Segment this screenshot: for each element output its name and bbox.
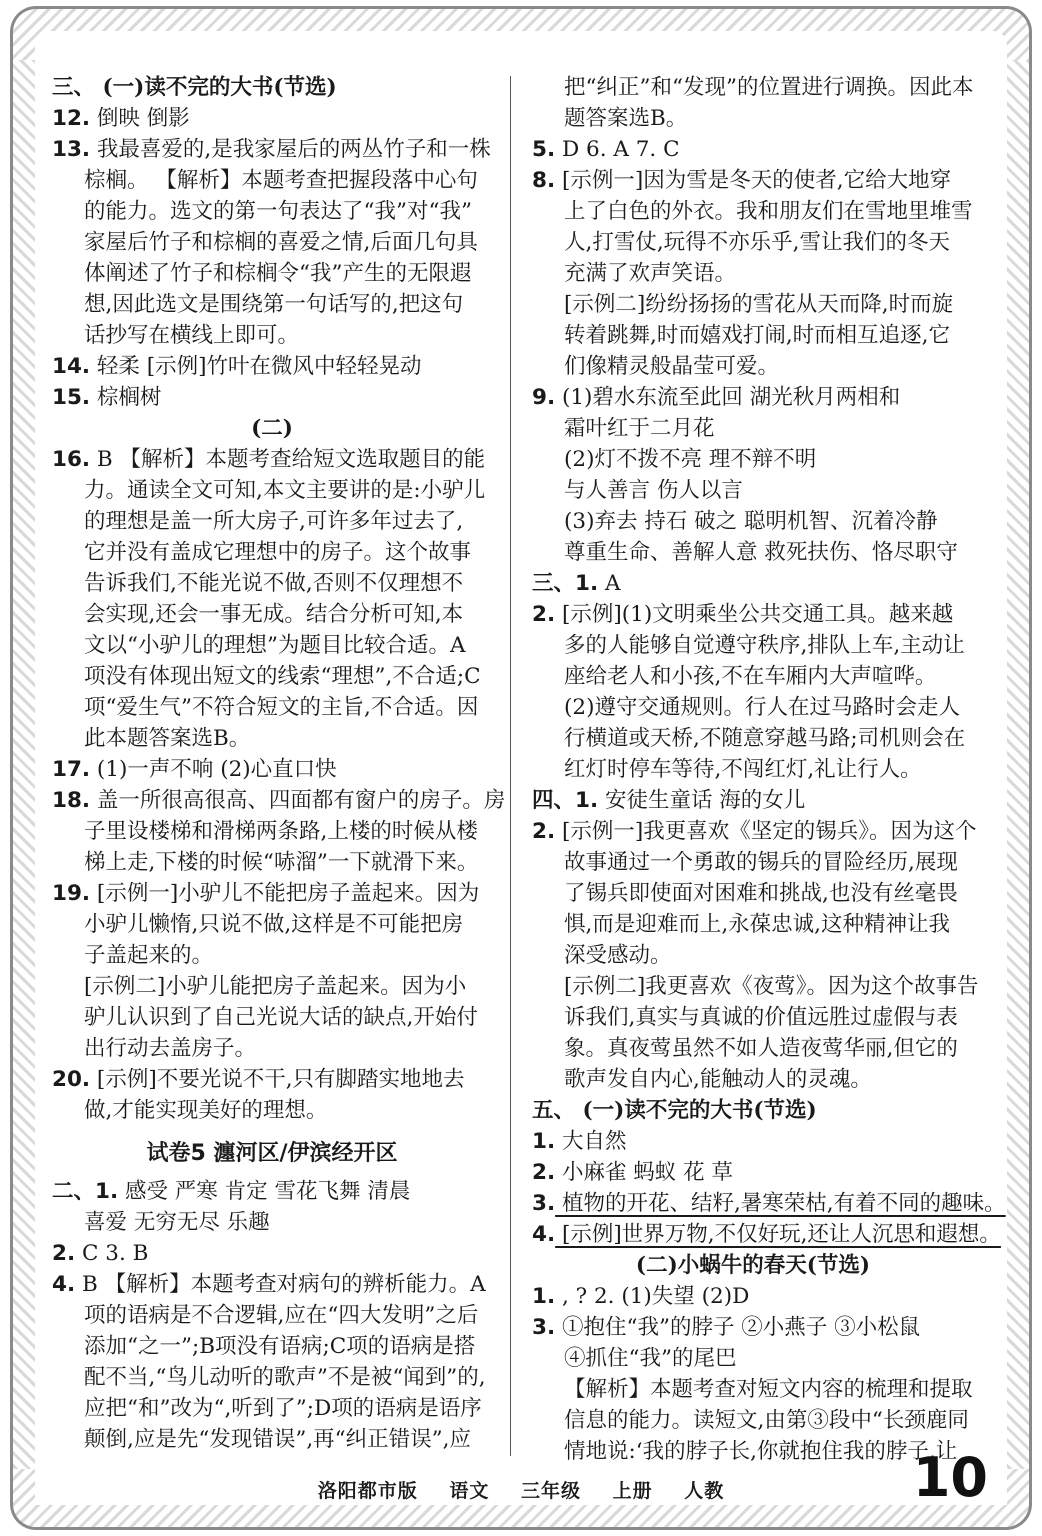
answer-line (52, 413, 492, 444)
question-number: 2. (532, 1160, 556, 1185)
exam-title: 试卷5 瀍河区/伊滨经开区 (146, 1141, 398, 1166)
watermark-logo (882, 1492, 972, 1526)
answer-line (532, 1002, 974, 1033)
answer-line (52, 909, 492, 940)
question-number: 8. (532, 168, 556, 193)
answer-line (532, 320, 974, 351)
answer-line (532, 289, 974, 320)
answer-line (52, 506, 492, 537)
answer-line (532, 940, 974, 971)
answer-line (52, 537, 492, 568)
answer-text: A (598, 571, 621, 596)
answer-text: (2)遵守交通规则。行人在过马路时会走人 (564, 695, 960, 720)
answer-line (52, 1331, 492, 1362)
footer-subject: 语文 (449, 1480, 490, 1502)
answer-text: 大自然 (555, 1129, 627, 1154)
footer-edition: 洛阳都市版 (317, 1480, 418, 1502)
answer-line (532, 1343, 974, 1374)
answer-text: 了锡兵即使面对困难和挑战,也没有丝毫畏 (564, 881, 958, 906)
answer-line (52, 351, 492, 382)
answer-text: 小麻雀 蚂蚁 花 草 (555, 1160, 733, 1185)
answer-text: [示例]世界万物,不仅好玩,还让人沉思和遐想。 (555, 1222, 1001, 1247)
answer-line (532, 816, 977, 847)
answer-line (532, 537, 974, 568)
answer-text: C 3. B (75, 1241, 149, 1266)
answer-line (532, 1188, 1006, 1219)
answer-text: 梯上走,下楼的时候“哧溜”一下就滑下来。 (84, 850, 479, 875)
answer-line (52, 1207, 492, 1238)
answer-text: [示例一]小驴儿不能把房子盖起来。因为 (90, 881, 480, 906)
answer-line (532, 630, 974, 661)
question-number: 18. (52, 788, 91, 813)
answer-text: [示例二]我更喜欢《夜莺》。因为这个故事告 (564, 974, 979, 999)
answer-line (532, 1374, 974, 1405)
question-number: 2. (532, 819, 556, 844)
answer-text: 的理想是盖一所大房子,可许多年过去了, (84, 509, 464, 534)
answer-line (52, 940, 492, 971)
answer-line (532, 1405, 974, 1436)
question-number: 2. (532, 602, 556, 627)
question-number: 9. (532, 385, 556, 410)
answer-text: (二) (251, 416, 293, 441)
answer-line (532, 351, 974, 382)
footer-grade: 三年级 (520, 1480, 581, 1502)
answer-line (52, 134, 492, 165)
answer-text: 感受 严寒 肯定 雪花飞舞 清晨 (118, 1179, 411, 1204)
answer-line (532, 103, 974, 134)
answer-text: 棕榈树 (90, 385, 162, 410)
question-number: 4. (532, 1222, 556, 1247)
question-number: 三、 (52, 75, 96, 100)
answer-text: 小驴儿懒惰,只说不做,这样是不可能把房 (84, 912, 464, 937)
answer-text: 想,因此选文是围绕第一句话写的,把这句 (84, 292, 464, 317)
answer-text: [示例二]小驴儿能把房子盖起来。因为小 (84, 974, 467, 999)
right-column (532, 72, 1006, 1467)
answer-text: 添加“之一”;B项没有语病;C项的语病是搭 (84, 1334, 476, 1359)
answer-line (532, 258, 974, 289)
question-number: 2. (52, 1241, 76, 1266)
answer-text: 充满了欢声笑语。 (564, 261, 737, 286)
answer-text: 信息的能力。读短文,由第③段中“长颈鹿同 (564, 1408, 969, 1433)
answer-line (532, 134, 974, 165)
answer-line (532, 878, 974, 909)
answer-text: 项没有体现出短文的线索“理想”,不合适;C (84, 664, 481, 689)
answer-line (52, 1238, 492, 1269)
question-number: 3. (532, 1315, 556, 1340)
answer-line (532, 1219, 1001, 1250)
answer-text: 会实现,还会一事无成。结合分析可知,本 (84, 602, 464, 627)
answer-line (52, 475, 492, 506)
answer-text: 植物的开花、结籽,暑寒荣枯,有着不同的趣味。 (555, 1191, 1006, 1216)
answer-line (52, 258, 492, 289)
answer-text: 把“纠正”和“发现”的位置进行调换。因此本 (564, 75, 974, 100)
answer-text: (一)读不完的大书(节选) (95, 75, 337, 100)
question-number: 17. (52, 757, 91, 782)
answer-line (52, 103, 492, 134)
question-number: 19. (52, 881, 91, 906)
answer-text: ①抱住“我”的脖子 ②小燕子 ③小松鼠 (555, 1315, 921, 1340)
answer-text: (2)灯不拨不亮 理不辩不明 (564, 447, 817, 472)
answer-text: 喜爱 无穷无尽 乐趣 (84, 1210, 270, 1235)
question-number: 5. (532, 137, 556, 162)
answer-text: 倒映 倒影 (90, 106, 190, 131)
decorative-frame-top (10, 6, 1032, 65)
answer-text: 告诉我们,不能光说不做,否则不仅理想不 (84, 571, 464, 596)
answer-text: ④抓住“我”的尾巴 (564, 1346, 737, 1371)
answer-line (532, 754, 974, 785)
answer-line (52, 196, 492, 227)
answer-text: 出行动去盖房子。 (84, 1036, 257, 1061)
answer-line (532, 909, 974, 940)
answer-text: 们像精灵般晶莹可爱。 (564, 354, 780, 379)
answer-line (52, 630, 492, 661)
answer-text: 家屋后竹子和棕榈的喜爱之情,后面几句具 (84, 230, 478, 255)
answer-text: 颠倒,应是先“发现错误”,再“纠正错误”,应 (84, 1427, 471, 1452)
answer-text: (1)一声不响 (2)心直口快 (90, 757, 337, 782)
answer-line (52, 1002, 492, 1033)
answer-text: 的能力。选文的第一句表达了“我”对“我” (84, 199, 472, 224)
answer-line (52, 1176, 492, 1207)
answer-line (52, 289, 492, 320)
question-number: 20. (52, 1067, 91, 1092)
answer-text: 尊重生命、善解人意 救死扶伤、恪尽职守 (564, 540, 958, 565)
answer-line (52, 1362, 492, 1393)
answer-text: 话抄写在横线上即可。 (84, 323, 300, 348)
footer-term: 上册 (612, 1480, 653, 1502)
answer-line (532, 1033, 974, 1064)
answer-line (52, 165, 492, 196)
answer-line (532, 506, 974, 537)
answer-text: (一)读不完的大书(节选) (575, 1098, 817, 1123)
question-number: 三、1. (532, 571, 599, 596)
answer-text: 转着跳舞,时而嬉戏打闹,时而相互追逐,它 (564, 323, 951, 348)
answer-line (532, 1064, 974, 1095)
answer-text: 象。真夜莺虽然不如人造夜莺华丽,但它的 (564, 1036, 958, 1061)
answer-line (532, 196, 974, 227)
answer-text: 子里设楼梯和滑梯两条路,上楼的时候从楼 (84, 819, 478, 844)
answer-line (532, 661, 974, 692)
answer-line (52, 878, 492, 909)
question-number: 12. (52, 106, 91, 131)
answer-line (52, 568, 492, 599)
answer-line (52, 1064, 492, 1095)
question-number: 4. (52, 1272, 76, 1297)
answer-text: 座给老人和小孩,不在车厢内大声喧哗。 (564, 664, 937, 689)
question-number: 1. (532, 1129, 556, 1154)
answer-text: 体阐述了竹子和棕榈令“我”产生的无限遐 (84, 261, 472, 286)
answer-text: D 6. A 7. C (555, 137, 680, 162)
answer-line (52, 1424, 492, 1455)
answer-line (52, 847, 492, 878)
answer-text: 盖一所很高很高、四面都有窗户的房子。房 (90, 788, 506, 813)
answer-text: 行横道或天桥,不随意穿越马路;司机则会在 (564, 726, 966, 751)
answer-text: [示例]不要光说不干,只有脚踏实地地去 (90, 1067, 465, 1092)
answer-text: 此本题答案选B。 (84, 726, 251, 751)
question-number: 3. (532, 1191, 556, 1216)
answer-text: (1)碧水东流至此回 湖光秋月两相和 (555, 385, 901, 410)
answer-line (52, 971, 492, 1002)
answer-text: 【解析】本题考查对短文内容的梳理和提取 (564, 1377, 973, 1402)
answer-line (532, 971, 979, 1002)
answer-line (532, 475, 974, 506)
answer-line (532, 785, 974, 816)
answer-line (532, 1157, 974, 1188)
answer-line (532, 1281, 974, 1312)
answer-line (52, 227, 492, 258)
answer-line (52, 599, 492, 630)
answer-line (52, 320, 492, 351)
answer-text: 它并没有盖成它理想中的房子。这个故事 (84, 540, 472, 565)
answer-line (52, 382, 492, 413)
decorative-frame-right (1007, 60, 1032, 1476)
answer-line (52, 1300, 492, 1331)
answer-text: 应把“和”改为“,听到了”;D项的语病是语序 (84, 1396, 482, 1421)
answer-line (52, 1393, 492, 1424)
question-number: 15. (52, 385, 91, 410)
question-number: 16. (52, 447, 91, 472)
answer-text: 与人善言 伤人以言 (564, 478, 743, 503)
answer-text: 子盖起来的。 (84, 943, 214, 968)
answer-text: 红灯时停车等待,不闯红灯,礼让行人。 (564, 757, 922, 782)
answer-text: , ? 2. (1)失望 (2)D (555, 1284, 750, 1309)
page-number: 10 (912, 1446, 988, 1509)
answer-text: 项的语病是不合逻辑,应在“四大发明”之后 (84, 1303, 479, 1328)
answer-line (532, 1312, 974, 1343)
answer-text: 做,才能实现美好的理想。 (84, 1098, 328, 1123)
answer-text: 我最喜爱的,是我家屋后的两丛竹子和一株 (90, 137, 491, 162)
answer-line (532, 413, 974, 444)
answer-line (52, 692, 492, 723)
answer-text: 霜叶红于二月花 (564, 416, 715, 441)
answer-text: 安徒生童话 海的女儿 (598, 788, 806, 813)
answer-text: 惧,而是迎难而上,永葆忠诚,这种精神让我 (564, 912, 951, 937)
answer-line (532, 568, 974, 599)
question-number: 13. (52, 137, 91, 162)
question-number: 14. (52, 354, 91, 379)
answer-line (52, 72, 492, 103)
answer-line (52, 723, 492, 754)
answer-line (532, 1436, 974, 1467)
answer-text: 棕榈。 【解析】本题考查把握段落中心句 (84, 168, 478, 193)
answer-text: 人,打雪仗,玩得不亦乐乎,雪让我们的冬天 (564, 230, 951, 255)
answer-line (532, 599, 974, 630)
answer-line (532, 1250, 974, 1281)
left-column (52, 72, 506, 1455)
answer-text: 故事通过一个勇敢的锡兵的冒险经历,展现 (564, 850, 958, 875)
answer-line (52, 754, 492, 785)
answer-text: 力。通读全文可知,本文主要讲的是:小驴儿 (84, 478, 486, 503)
answer-text: 深受感动。 (564, 943, 672, 968)
answer-text: B 【解析】本题考查给短文选取题目的能 (90, 447, 486, 472)
question-number: 二、1. (52, 1179, 119, 1204)
answer-line (532, 444, 974, 475)
answer-line (532, 382, 974, 413)
answer-line (532, 165, 974, 196)
question-number: 五、 (532, 1098, 576, 1123)
answer-text: [示例一]因为雪是冬天的使者,它给大地穿 (555, 168, 952, 193)
answer-line (532, 1095, 974, 1126)
column-divider (510, 76, 511, 1456)
answer-line (52, 816, 492, 847)
answer-text: 项“爱生气”不符合短文的主旨,不合适。因 (84, 695, 479, 720)
answer-text: [示例](1)文明乘坐公共交通工具。越来越 (555, 602, 954, 627)
answer-line (52, 444, 492, 475)
answer-text: 题答案选B。 (564, 106, 688, 131)
answer-text: [示例二]纷纷扬扬的雪花从天而降,时而旋 (564, 292, 954, 317)
decorative-frame-left (10, 60, 35, 1476)
answer-line (52, 785, 506, 816)
answer-text: 配不当,“鸟儿动听的歌声”不是被“闻到”的, (84, 1365, 486, 1390)
answer-line (52, 1033, 492, 1064)
answer-text: 歌声发自内心,能触动人的灵魂。 (564, 1067, 872, 1092)
answer-text: (二)小蜗牛的春天(节选) (635, 1253, 871, 1278)
answer-line (532, 227, 974, 258)
answer-text: (3)弃去 持石 破之 聪明机智、沉着冷静 (564, 509, 938, 534)
answer-line (532, 72, 974, 103)
answer-line (532, 692, 974, 723)
question-number: 1. (532, 1284, 556, 1309)
answer-line (52, 1095, 492, 1126)
answer-text: 驴儿认识到了自己光说大话的缺点,开始付 (84, 1005, 478, 1030)
answer-line (52, 661, 492, 692)
footer-publisher: 人教 (684, 1480, 725, 1502)
question-number: 四、1. (532, 788, 599, 813)
answer-text: 诉我们,真实与真诚的价值远胜过虚假与表 (564, 1005, 958, 1030)
answer-line (532, 1126, 974, 1157)
answer-text: 情地说:‘我的脖子长,你就抱住我的脖子,让 (564, 1439, 958, 1464)
answer-text: 多的人能够自觉遵守秩序,排队上车,主动让 (564, 633, 965, 658)
answer-line (532, 723, 974, 754)
answer-text: 文以“小驴儿的理想”为题目比较合适。A (84, 633, 466, 658)
answer-text: [示例一]我更喜欢《坚定的锡兵》。因为这个 (555, 819, 977, 844)
answer-text: 上了白色的外衣。我和朋友们在雪地里堆雪 (564, 199, 973, 224)
answer-line (52, 1269, 492, 1300)
answer-text: B 【解析】本题考查对病句的辨析能力。A (75, 1272, 486, 1297)
answer-text: 轻柔 [示例]竹叶在微风中轻轻晃动 (90, 354, 422, 379)
answer-line (532, 847, 974, 878)
